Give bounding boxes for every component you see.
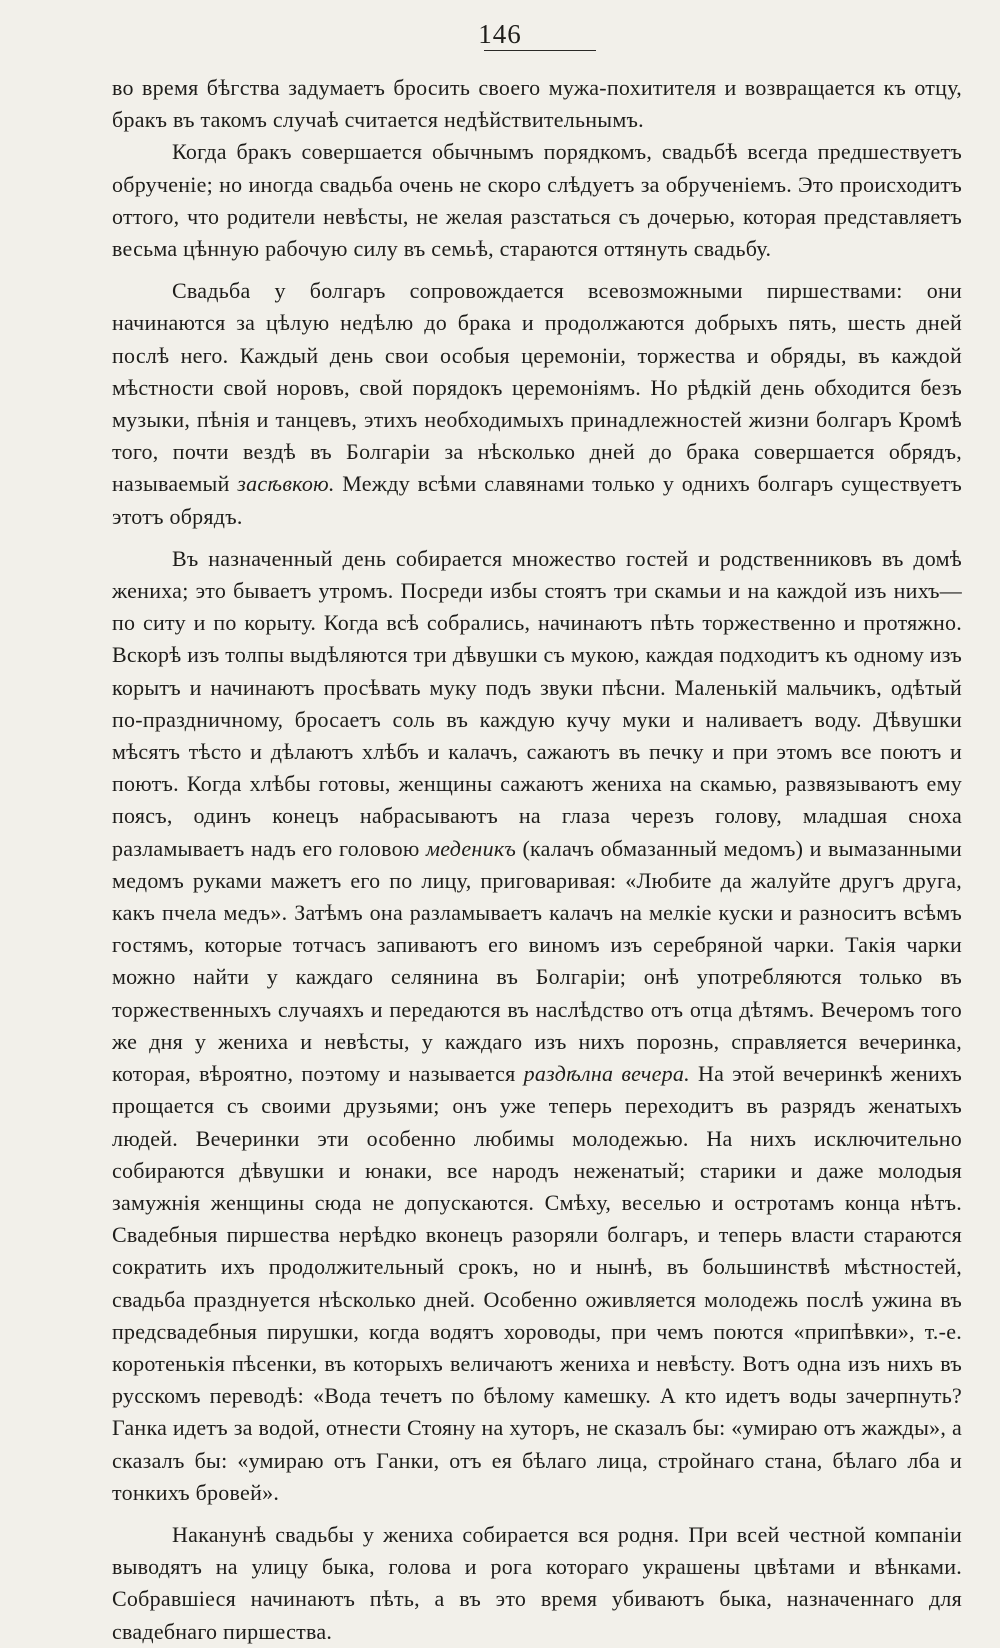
term-razdelna-vechera: раздѣлна вечера. — [523, 1061, 690, 1087]
paragraph-4-text-1: Въ назначенный день собирается множество гостей и родственниковъ въ домѣ жениха; это бываетъ утромъ. Посреди избы стоятъ три скамьи и на каждой изъ нихъ—по ситу и по корыту. Когда всѣ собрались, начинаютъ пѣть торжественно и протяжно. Вскорѣ изъ толпы выдѣляются три дѣвушки съ мукою, каждая подходитъ къ одному изъ корытъ и начинаютъ просѣвать муку подъ звуки пѣсни. Маленькій мальчикъ, одѣтый по-праздничному, бросаетъ соль въ каждую кучу муки и наливаетъ воду. Дѣвушки мѣсятъ тѣсто и дѣлаютъ хлѣбъ и калачъ, сажаютъ въ печку и при этомъ все поютъ и поютъ. Когда хлѣбы готовы, женщины сажаютъ жениха на скамью, развязываютъ ему поясъ, одинъ конецъ набрасываютъ на глаза черезъ голову, младшая сноха разламываетъ надъ его головою — [112, 545, 962, 861]
paragraph-3-text-before: Свадьба у болгаръ сопровождается всевозможными пиршествами: они начинаются за цѣлую недѣлю до брака и продолжаются добрыхъ пять, шесть дней послѣ него. Каждый день свои особыя церемоніи, торжества и обряды, въ каждой мѣстности свой норовъ, свой порядокъ церемоніямъ. Но рѣдкій день обходится безъ музыки, пѣнія и танцевъ, этихъ необходимыхъ принадлежностей жизни болгаръ Кромѣ того, почти вездѣ въ Болгаріи за нѣсколько дней до брака совершается обрядъ, называемый — [112, 278, 962, 497]
paragraph-4 — [112, 543, 962, 1509]
paragraph-2: Когда бракъ совершается обычнымъ порядкомъ, свадьбѣ всегда предшествуетъ обрученіе; но иногда свадьба очень не скоро слѣдуетъ за обрученіемъ. Это происходитъ оттого, что родители невѣсты, не желая разстаться съ дочерью, которая представляетъ весьма цѣнную рабочую силу въ семьѣ, стараются оттянуть свадьбу. — [112, 139, 962, 262]
paragraph-5: Наканунѣ свадьбы у жениха собирается вся родня. При всей честной компаніи выводятъ на улицу быка, голова и рога котораго украшены цвѣтами и вѣнками. Собравшіеся начинаютъ пѣть, а въ это время убиваютъ быка, назначеннаго для свадебнаго пиршества. — [112, 1521, 962, 1644]
page-number: 146 — [478, 19, 522, 49]
header-rule — [484, 50, 596, 51]
term-zasevka: засѣвкою. — [237, 471, 335, 497]
paragraph-4-text-2: (калачъ обмазанный медомъ) и вымазанными медомъ руками мажетъ его по лицу, приговаривая: «Любите да жалуйте другъ друга, какъ пчела медъ». Затѣмъ она разламываетъ калачъ на мелкіе куски и разноситъ всѣмъ гостямъ, которые тотчасъ запиваютъ его виномъ изъ серебряной чарки. Такія чарки можно найти у каждаго селянина въ Болгаріи; онѣ употребляются только въ торжественныхъ случаяхъ и передаются въ наслѣдство отъ отца дѣтямъ. Вечеромъ того же дня у жениха и невѣсты, у каждаго изъ нихъ порознь, справляется вечеринка, которая, вѣроятно, поэтому и называется — [112, 835, 963, 1087]
paragraph-3-text-after: Между всѣми славянами только у однихъ болгаръ существуетъ этотъ обрядъ. — [112, 471, 962, 529]
paragraph-4-text-3: На этой вечеринкѣ женихъ прощается съ своими друзьями; онъ уже теперь переходитъ въ разрядъ женатыхъ людей. Вечеринки эти особенно любимы молодежью. На нихъ исключительно собираются дѣвушки и юнаки, все народъ неженатый; старики и даже молодыя замужнія женщины сюда не допускаются. Смѣху, веселью и остротамъ конца нѣтъ. Свадебныя пиршества нерѣдко вконецъ разоряли болгаръ, и теперь власти стараются сократить ихъ продолжительный срокъ, но и нынѣ, въ большинствѣ мѣстностей, свадьба празднуется нѣсколько дней. Особенно оживляется молодежь послѣ ужина въ предсвадебныя пирушки, когда водятъ хороводы, при чемъ поются «припѣвки», т.-е. коротенькія пѣсенки, въ которыхъ величаютъ жениха и невѣсту. Вотъ одна изъ нихъ въ русскомъ переводѣ: «Вода течетъ по бѣлому камешку. А кто идетъ воды зачерпнуть? Ганка идетъ за водой, отнести Стояну на хуторъ, не сказалъ бы: «умираю отъ жажды», а сказалъ бы: «умираю отъ Ганки, отъ ея бѣлаго лица, стройнаго стана, бѣлаго лба и тонкихъ бровей». — [112, 1061, 963, 1505]
term-medenik: меденикъ — [425, 835, 517, 861]
body-text — [112, 72, 962, 1648]
paragraph-3 — [112, 275, 962, 533]
paragraph-1: во время бѣгства задумаетъ бросить своего мужа-похитителя и возвращается къ отцу, бракъ въ такомъ случаѣ считается недѣйствительнымъ. — [112, 75, 962, 133]
